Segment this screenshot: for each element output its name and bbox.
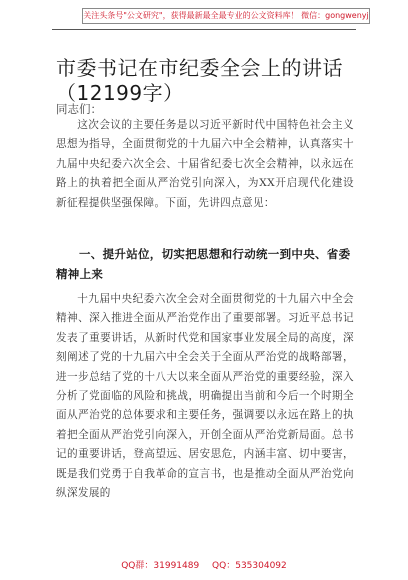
document-title: 市委书记在市纪委全会上的讲话（12199字）: [56, 56, 343, 105]
greeting: 同志们：: [56, 102, 102, 116]
paragraph-intro: 这次会议的主要任务是以习近平新时代中国特色社会主义思想为指导，全面贯彻党的十九届六中全会精神，认真落实十九届中央纪委六次全会、十届省纪委七次全会精神，以永远在路上的执着把全面从严治党引向深入，为XX开启现代化建设新征程提供坚强保障。下面，先讲四点意见：: [56, 119, 354, 209]
header-divider: [52, 29, 356, 30]
top-banner: 关注头条号"公文研究"，获得最新最全最专业的公文资料库！ 微信：gongwenyj: [82, 8, 370, 24]
paragraph-body: 十九届中央纪委六次全会对全面贯彻党的十九届六中全会精神、深入推进全面从严治党作出了重要部署。习近平总书记发表了重要讲话，从新时代党和国家事业发展全局的高度，深刻阐述了党的十九届六中全会关于全面从严治党的战略部署，进一步总结了党的十八大以来全面从严治党的重要经验，深入分析了党面临的风险和挑战，明确提出当前和今后一个时期全面从严治党的总体要求和主要任务，强调要以永远在路上的执着把全面从严治党引向深入，开创全面从严治党新局面。总书记的重要讲话，登高望远、居安思危，内涵丰富、切中要害，既是我们党勇于自我革命的宣言书，也是推动全面从严治党向纵深发展的: [56, 293, 354, 500]
section-heading: 一、提升站位，切实把思想和行动统一到中央、省委精神上来: [56, 247, 351, 281]
footer-contact: QQ群：31991489 QQ：535304092: [121, 561, 287, 571]
